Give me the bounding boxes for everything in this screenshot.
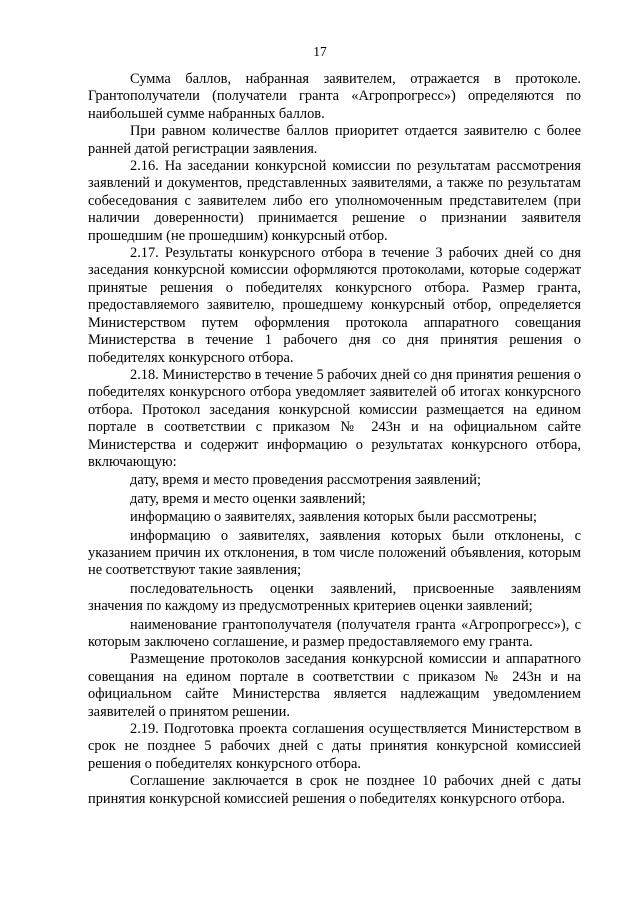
paragraph-2-19: 2.19. Подготовка проекта соглашения осуществляется Министерством в срок не позднее 5 рабочих дней с даты принятия конкурсной комиссией решения о победителях конкурсного отбора. [88,721,581,772]
list-item-evaluation-date: дату, время и место оценки заявлений; [130,490,366,507]
paragraph-2-18: 2.18. Министерство в течение 5 рабочих дней со дня принятия решения о победителях конкурсного отбора уведомляет заявителей об итогах конкурсного отбора. Протокол заседания конкурсной комиссии размещается на едином портале в соответствии с приказом № 243н и на официальном сайте Министерства и содержит информацию о результатах конкурсного отбора, включающую: [88,366,581,470]
document-body [88,71,581,808]
page-number: 17 [313,44,327,59]
paragraph-publication: Размещение протоколов заседания конкурсной комиссии и аппаратного совещания на едином портале в соответствии с приказом № 243н и на официальном сайте Министерства является надлежащим уведомлением заявителей о принятом решении. [88,651,581,720]
paragraph-equal-score: При равном количестве баллов приоритет отдается заявителю с более ранней датой регистрации заявления. [88,123,581,157]
list-item-grant-recipient: наименование грантополучателя (получателя гранта «Агропрогресс»), с которым заключено соглашение, и размер предоставляемого ему гранта. [88,616,581,650]
paragraph-score-sum: Сумма баллов, набранная заявителем, отражается в протоколе. Грантополучатели (получатели гранта «Агропрогресс») определяются по наибольшей сумме набранных баллов. [88,71,581,122]
list-item-rejected-applicants: информацию о заявителях, заявления которых были отклонены, с указанием причин их отклонения, в том числе положений объявления, которым не соответствуют такие заявления; [88,527,581,579]
list-item-reviewed-applicants: информацию о заявителях, заявления которых были рассмотрены; [130,509,537,526]
paragraph-2-17: 2.17. Результаты конкурсного отбора в течение 3 рабочих дней со дня заседания конкурсной комиссии оформляются протоколами, которые содержат принятые решения о победителях конкурсного отбора. Размер гранта, предоставляемого заявителю, прошедшему конкурсный отбор, определяется Министерством путем оформления протокола аппаратного совещания Министерства в течение 1 рабочего дня со дня принятия решения о победителях конкурсного отбора. [88,245,581,366]
paragraph-agreement-term: Соглашение заключается в срок не позднее 10 рабочих дней с даты принятия конкурсной комиссией решения о победителях конкурсного отбора. [88,773,581,807]
list-item-evaluation-sequence: последовательность оценки заявлений, присвоенные заявлениям значения по каждому из предусмотренных критериев оценки заявлений; [88,580,581,615]
paragraph-2-16: 2.16. На заседании конкурсной комиссии по результатам рассмотрения заявлений и документов, представленных заявителями, а также по результатам собеседования с заявителем либо его уполномоченным представителем (при наличии доверенности) принимается решение о признании заявителя прошедшим (не прошедшим) конкурсный отбор. [88,158,581,244]
list-item-review-date: дату, время и место проведения рассмотрения заявлений; [130,472,481,489]
